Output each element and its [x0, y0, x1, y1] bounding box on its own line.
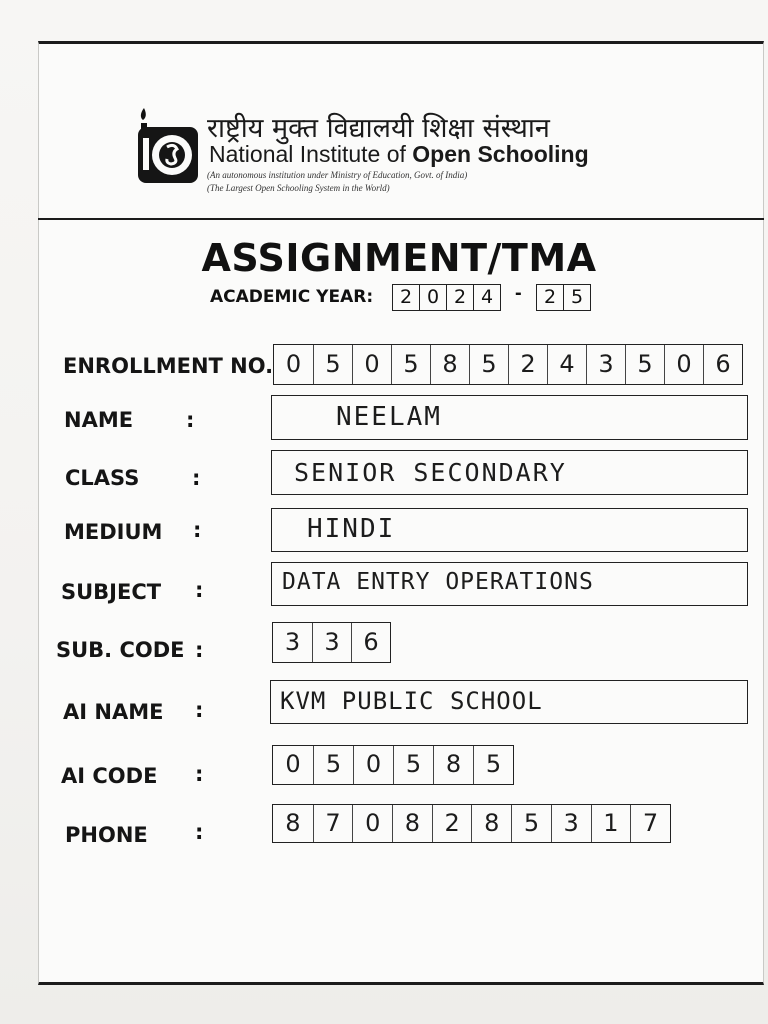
institute-subline-autonomous: (An autonomous institution under Ministry of Education, Govt. of India) — [207, 170, 468, 180]
academic-year-start-digit: 4 — [473, 285, 500, 310]
phone-digit: 7 — [313, 805, 353, 842]
class-value: SENIOR SECONDARY — [294, 458, 567, 487]
enrollment-digit: 2 — [508, 345, 547, 384]
ai-code-digit: 0 — [353, 746, 393, 784]
sub-code-digit: 3 — [284, 628, 301, 656]
academic-year-label: ACADEMIC YEAR: — [210, 287, 374, 307]
enrollment-digit: 5 — [625, 345, 664, 384]
phone-digit: 1 — [591, 805, 631, 842]
ai-code-colon: : — [195, 762, 204, 786]
phone-digit: 7 — [630, 805, 670, 842]
medium-label: MEDIUM — [64, 520, 163, 544]
academic-year-start-digit: 0 — [419, 285, 446, 310]
sub-code-label: SUB. CODE — [56, 638, 185, 662]
phone-number-boxes — [272, 804, 671, 843]
sub-code-digit: 3 — [312, 623, 351, 662]
enrollment-digit: 0 — [352, 345, 391, 384]
ai-code-digit: 5 — [313, 746, 353, 784]
name-value: NEELAM — [336, 402, 442, 432]
ai-code-digit: 5 — [393, 746, 433, 784]
academic-year-separator: - — [515, 282, 522, 304]
sub-code-digit: 6 — [351, 623, 390, 662]
academic-year-end-digit: 2 — [543, 286, 557, 308]
institute-subline-largest: (The Largest Open Schooling System in the World) — [207, 183, 390, 193]
phone-digit: 8 — [285, 809, 301, 837]
name-colon: : — [186, 408, 195, 432]
enrollment-number-boxes — [273, 344, 743, 385]
class-label: CLASS — [65, 466, 140, 490]
enrollment-digit: 6 — [703, 345, 742, 384]
ai-code-digit: 0 — [285, 750, 301, 778]
enrollment-digit: 5 — [391, 345, 430, 384]
enrollment-digit: 0 — [664, 345, 703, 384]
sub-code-boxes — [272, 622, 391, 663]
phone-digit: 8 — [392, 805, 432, 842]
ai-code-boxes — [272, 745, 514, 785]
sub-code-colon: : — [195, 638, 204, 662]
enrollment-digit: 5 — [313, 345, 352, 384]
medium-colon: : — [193, 518, 202, 542]
institute-english-name — [209, 141, 589, 168]
ai-code-label: AI CODE — [61, 764, 158, 788]
ai-name-colon: : — [195, 698, 204, 722]
medium-value: HINDI — [307, 514, 396, 544]
institute-name-regular: National Institute of — [209, 141, 413, 167]
ai-name-label: AI NAME — [63, 700, 164, 724]
phone-digit: 8 — [471, 805, 511, 842]
class-colon: : — [192, 466, 201, 490]
name-label: NAME — [64, 408, 134, 432]
enrollment-digit: 0 — [285, 350, 302, 378]
nios-logo-icon — [134, 106, 202, 188]
header-divider — [38, 218, 764, 220]
academic-year-start-box — [392, 284, 501, 311]
subject-colon: : — [195, 578, 204, 602]
subject-value: DATA ENTRY OPERATIONS — [282, 569, 594, 595]
phone-digit: 0 — [352, 805, 392, 842]
phone-colon: : — [195, 820, 204, 844]
phone-digit: 3 — [551, 805, 591, 842]
ai-code-digit: 8 — [433, 746, 473, 784]
ai-code-digit: 5 — [473, 746, 513, 784]
academic-year-end-digit: 5 — [563, 285, 590, 310]
ai-name-value: KVM PUBLIC SCHOOL — [280, 687, 543, 715]
academic-year-start-digit: 2 — [399, 286, 413, 308]
page-title: ASSIGNMENT/TMA — [201, 236, 597, 280]
subject-label: SUBJECT — [61, 580, 162, 604]
enrollment-digit: 4 — [547, 345, 586, 384]
academic-year-end-box — [536, 284, 591, 311]
institute-name-bold: Open Schooling — [412, 141, 589, 167]
enrollment-digit: 3 — [586, 345, 625, 384]
phone-digit: 5 — [511, 805, 551, 842]
phone-digit: 2 — [432, 805, 472, 842]
enrollment-label: ENROLLMENT NO. — [63, 354, 274, 378]
enrollment-digit: 5 — [469, 345, 508, 384]
institute-hindi-name: राष्ट्रीय मुक्त विद्यालयी शिक्षा संस्थान — [207, 113, 550, 144]
academic-year-start-digit: 2 — [446, 285, 473, 310]
phone-label: PHONE — [65, 823, 148, 847]
enrollment-digit: 8 — [430, 345, 469, 384]
